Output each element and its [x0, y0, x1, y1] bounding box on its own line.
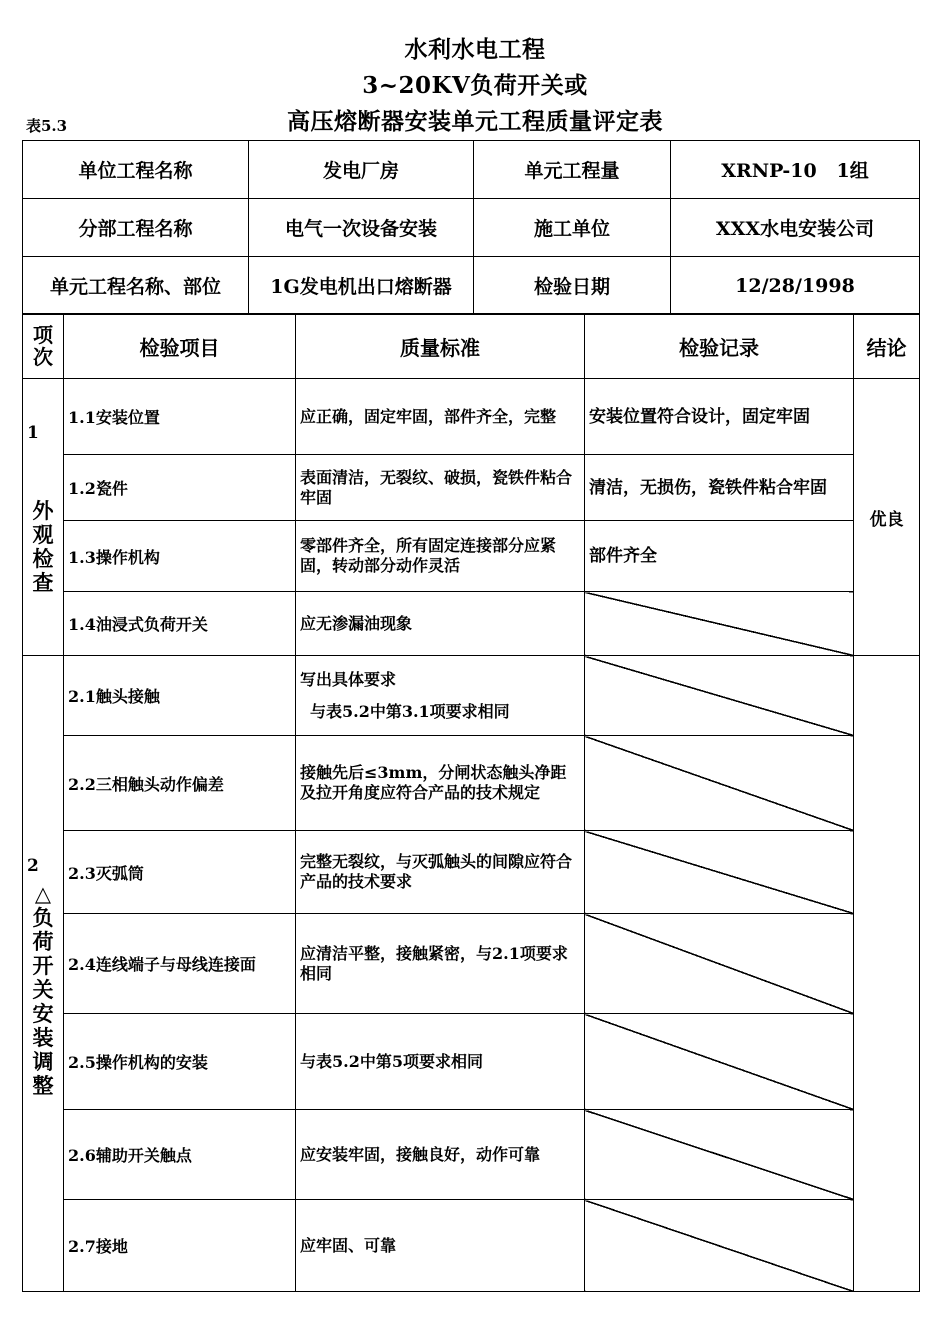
inspection-item: 1.4油浸式负荷开关: [64, 592, 296, 656]
inspection-table: [22, 313, 920, 1292]
group-label: △ 负 荷 开 关 安 装 调 整: [32, 881, 54, 1098]
inspection-row: [23, 379, 920, 455]
inspection-item: 1.2瓷件: [64, 455, 296, 521]
standard-text: 与表5.2中第5项要求相同: [300, 1051, 483, 1071]
title-line-2: 3~20KV负荷开关或: [362, 72, 588, 99]
record-struck-through: [585, 592, 854, 656]
unit-name-location-label: 单元工程名称、部位: [23, 257, 249, 315]
column-header-row: [23, 314, 920, 379]
inspection-row: [23, 592, 920, 656]
unit-quantity-label: 单元工程量: [474, 141, 671, 199]
standard-text: 零部件齐全，所有固定连接部分应紧固，转动部分动作灵活: [300, 536, 557, 575]
info-row: [23, 257, 920, 315]
group-2-result: [854, 656, 920, 1292]
record-struck-through: [585, 736, 854, 831]
inspection-item: 2.2三相触头动作偏差: [64, 736, 296, 831]
group-1-result: 优良: [854, 379, 920, 656]
inspection-record: 安装位置符合设计，固定牢固: [585, 379, 854, 455]
inspection-row: [23, 1014, 920, 1110]
contractor-value: XXX水电安装公司: [671, 199, 920, 257]
sub-project-name-label: 分部工程名称: [23, 199, 249, 257]
quality-standard: [296, 1014, 585, 1110]
inspection-item: 2.1触头接触: [64, 656, 296, 736]
quality-standard: [296, 1200, 585, 1292]
unit-quantity-value: XRNP-10 1组: [671, 141, 920, 199]
record-struck-through: [585, 831, 854, 914]
group-number: 1: [27, 423, 39, 443]
standard-text: 应正确，固定牢固，部件齐全，完整: [300, 406, 557, 426]
inspection-item: 1.3操作机构: [64, 521, 296, 592]
quality-standard: [296, 592, 585, 656]
inspection-row: [23, 914, 920, 1014]
inspection-row: [23, 1200, 920, 1292]
standard-text: 应安装牢固，接触良好，动作可靠: [300, 1144, 541, 1164]
info-row: [23, 141, 920, 199]
record-struck-through: [585, 914, 854, 1014]
form-number: 表5.3: [26, 117, 68, 135]
inspection-item: 2.3灭弧筒: [64, 831, 296, 914]
inspection-row: [23, 1110, 920, 1200]
inspection-item: 2.5操作机构的安装: [64, 1014, 296, 1110]
group-2-cell: [23, 656, 64, 1292]
inspection-row: [23, 736, 920, 831]
group-number: 2: [27, 856, 39, 876]
unit-project-name-value: 发电厂房: [249, 141, 474, 199]
col-header-record: 检验记录: [585, 314, 854, 379]
unit-name-location-value: 1G发电机出口熔断器: [249, 257, 474, 315]
quality-standard: [296, 521, 585, 592]
record-struck-through: [585, 1200, 854, 1292]
inspection-item: 2.7接地: [64, 1200, 296, 1292]
inspection-item: 1.1安装位置: [64, 379, 296, 455]
inspection-date-value: 12/28/1998: [671, 257, 920, 315]
info-row: [23, 199, 920, 257]
quality-standard: [296, 914, 585, 1014]
inspection-date-label: 检验日期: [474, 257, 671, 315]
inspection-record: 部件齐全: [585, 521, 854, 592]
inspection-row: [23, 455, 920, 521]
inspection-row: [23, 831, 920, 914]
unit-project-name-label: 单位工程名称: [23, 141, 249, 199]
sub-project-name-value: 电气一次设备安装: [249, 199, 474, 257]
group-label: 外 观 检 查: [32, 498, 54, 595]
quality-standard: [296, 1110, 585, 1200]
col-header-seq: 项次: [23, 314, 64, 379]
project-info-table: [22, 140, 920, 315]
inspection-row: [23, 521, 920, 592]
title-line-3: 高压熔断器安装单元工程质量评定表: [287, 108, 663, 135]
quality-standard: [296, 831, 585, 914]
group-1-cell: [23, 379, 64, 656]
inspection-row: [23, 656, 920, 736]
quality-standard: [296, 656, 585, 736]
col-header-item: 检验项目: [64, 314, 296, 379]
record-struck-through: [585, 1110, 854, 1200]
quality-standard: [296, 736, 585, 831]
col-header-result: 结论: [854, 314, 920, 379]
standard-text: 应清洁平整，接触紧密，与2.1项要求相同: [300, 943, 568, 983]
form-title: [0, 32, 950, 140]
standard-text: 接触先后≤3mm，分闸状态触头净距及拉开角度应符合产品的技术规定: [300, 763, 567, 802]
title-line-1: 水利水电工程: [404, 36, 546, 63]
standard-text: 应牢固、可靠: [300, 1235, 397, 1255]
contractor-label: 施工单位: [474, 199, 671, 257]
standard-text: 写出具体要求: [300, 669, 397, 689]
standard-text: 表面清洁，无裂纹、破损，瓷铁件粘合牢固: [300, 467, 573, 507]
inspection-item: 2.6辅助开关触点: [64, 1110, 296, 1200]
record-struck-through: [585, 656, 854, 736]
inspection-record: 清洁，无损伤，瓷铁件粘合牢固: [585, 455, 854, 521]
col-header-standard: 质量标准: [296, 314, 585, 379]
standard-subtext: 与表5.2中第3.1项要求相同: [310, 701, 510, 721]
quality-standard: [296, 379, 585, 455]
standard-text: 完整无裂纹，与灭弧触头的间隙应符合产品的技术要求: [300, 852, 573, 891]
quality-standard: [296, 455, 585, 521]
standard-text: 应无渗漏油现象: [300, 613, 413, 633]
record-struck-through: [585, 1014, 854, 1110]
inspection-item: 2.4连线端子与母线连接面: [64, 914, 296, 1014]
